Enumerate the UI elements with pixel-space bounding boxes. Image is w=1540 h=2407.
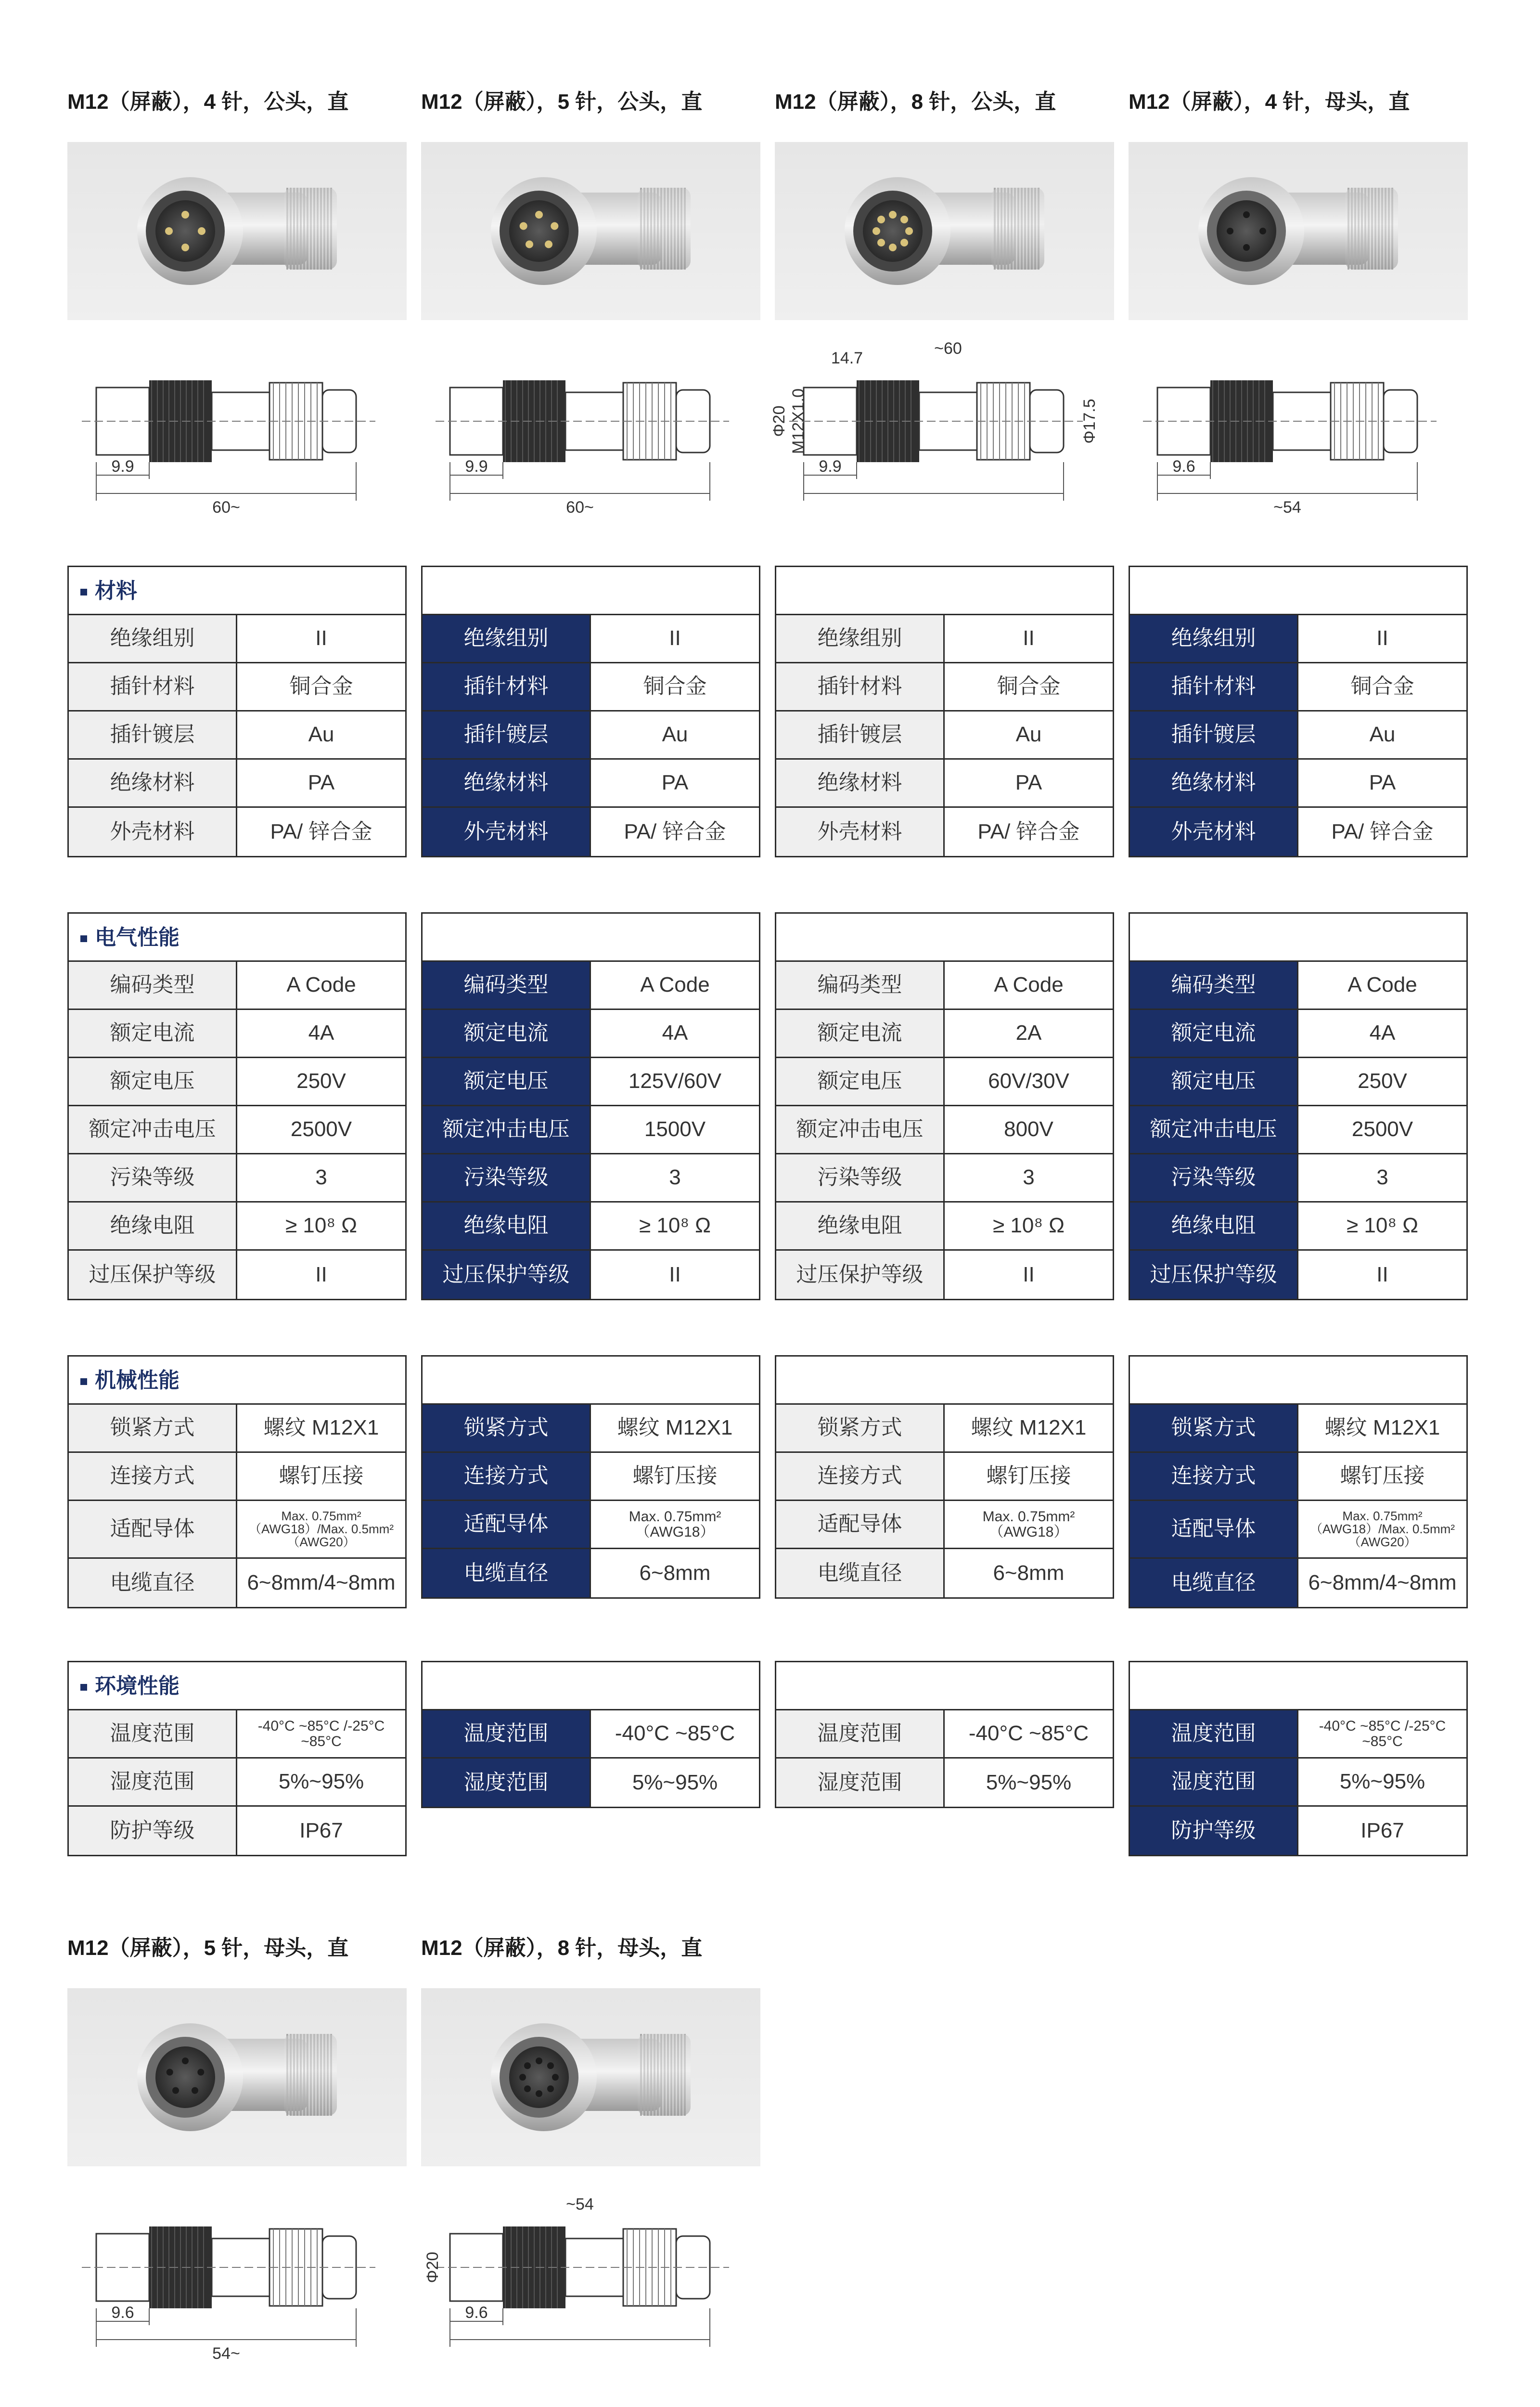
spec-label: 湿度范围 [69,1759,237,1805]
spec-row [776,1759,1113,1807]
spec-row [1130,1154,1466,1203]
spec-value: II [1376,626,1388,650]
spec-label: 绝缘电阻 [776,1203,945,1249]
spec-value: 螺纹 M12X1 [263,1416,379,1440]
spec-label: 适配导体 [69,1501,237,1557]
spec-value: Au [1369,723,1396,747]
spec-row [776,615,1113,663]
spec-value: 5%~95% [278,1770,364,1794]
spec-label: 温度范围 [423,1710,591,1757]
spec-label: 编码类型 [776,962,945,1009]
spec-row [1130,1251,1466,1299]
spec-value: II [315,1262,327,1286]
spec-label: 电缆直径 [776,1549,945,1597]
spec-label: 插针镀层 [776,712,945,758]
spec-row [1130,1405,1466,1453]
dimension-label: 9.9 [111,457,134,476]
product-title: M12（屏蔽），5 针，母头，直 [67,1936,349,1960]
connector-illustration [1129,142,1468,320]
spec-label: 绝缘材料 [423,760,591,806]
spec-row [776,1501,1113,1549]
spec-label: 编码类型 [1130,962,1298,1009]
drawing-panel [770,335,1114,527]
electrical-spec-table [1129,912,1468,1300]
spec-row [1130,1501,1466,1559]
spec-value: 螺钉压接 [1340,1464,1425,1488]
spec-label: 绝缘组别 [69,615,237,662]
spec-label: 连接方式 [1130,1453,1298,1500]
spec-label: 额定电压 [69,1058,237,1105]
spec-value: PA/ 锌合金 [270,819,372,843]
spec-value: 1500V [644,1117,706,1141]
spec-row [776,1010,1113,1058]
spec-value: A Code [1348,973,1417,997]
connector-illustration [67,1988,407,2166]
dimension-drawing [421,2181,760,2373]
spec-row [1130,1203,1466,1251]
spec-value: 3 [1376,1165,1388,1190]
spec-label: 过压保护等级 [69,1251,237,1299]
spec-row [1130,1710,1466,1759]
drawing-panel [1129,335,1468,527]
spec-label: 插针材料 [423,663,591,710]
spec-label: 插针镀层 [423,712,591,758]
spec-label: 绝缘组别 [1130,615,1298,662]
spec-label: 绝缘组别 [423,615,591,662]
spec-value: IP67 [1360,1818,1404,1842]
mechanical-spec-table [1129,1355,1468,1608]
spec-value: 5%~95% [632,1770,718,1794]
spec-row [1130,962,1466,1010]
spec-label: 额定电压 [423,1058,591,1105]
spec-row [776,1154,1113,1203]
spec-label: 插针镀层 [69,712,237,758]
spec-row [776,808,1113,856]
spec-label: 插针材料 [69,663,237,710]
spec-value: 铜合金 [289,674,353,699]
material-spec-table [775,566,1114,857]
spec-value: 800V [1004,1117,1053,1141]
spec-value: 125V/60V [628,1069,722,1093]
product-column [770,0,1114,2407]
spec-label: 绝缘组别 [776,615,945,662]
spec-value: 螺钉压接 [632,1464,718,1488]
connector-illustration [421,1988,760,2166]
spec-row [1130,1759,1466,1807]
spec-label: 绝缘材料 [69,760,237,806]
spec-label: 额定冲击电压 [1130,1106,1298,1153]
spec-row [776,1710,1113,1759]
spec-label: 外壳材料 [1130,808,1298,856]
spec-row [1130,1559,1466,1607]
spec-value: Max. 0.75mm²（AWG18） [629,1509,721,1540]
spec-value: 6~8mm [639,1561,711,1585]
spec-label: 防护等级 [69,1807,237,1855]
electrical-spec-table [775,912,1114,1300]
spec-row [776,1203,1113,1251]
spec-label: 锁紧方式 [776,1405,945,1451]
section-title: 材料 [95,579,137,603]
spec-label: 锁紧方式 [69,1405,237,1451]
spec-value: ≥ 10⁸ Ω [993,1214,1065,1238]
environment-spec-table [775,1661,1114,1808]
spec-label: 额定电压 [776,1058,945,1105]
spec-value: Au [1015,723,1042,747]
spec-value: Max. 0.75mm²（AWG18）/Max. 0.5mm²（AWG20） [1310,1508,1455,1550]
spec-label: 污染等级 [1130,1154,1298,1201]
spec-label: 绝缘材料 [1130,760,1298,806]
spec-value: 5%~95% [1339,1770,1425,1794]
spec-value: PA/ 锌合金 [977,819,1080,843]
spec-value: Max. 0.75mm²（AWG18）/Max. 0.5mm²（AWG20） [249,1508,394,1550]
spec-label: 额定电流 [423,1010,591,1057]
spec-value: 3 [1023,1165,1035,1190]
spec-value: 60V/30V [988,1069,1069,1093]
spec-label: 电缆直径 [69,1559,237,1607]
spec-label: 锁紧方式 [423,1405,591,1451]
spec-label: 锁紧方式 [1130,1405,1298,1451]
dimension-label: 60~ [212,498,240,517]
dimension-label: ~54 [566,2195,594,2213]
spec-row [1130,1010,1466,1058]
dimension-label: 9.9 [819,457,842,476]
product-photo [1129,142,1468,320]
dimension-label: 9.9 [465,457,488,476]
dimension-label: Φ20 [424,2252,442,2283]
spec-label: 温度范围 [69,1710,237,1757]
spec-label: 温度范围 [776,1710,945,1757]
spec-row [776,1549,1113,1597]
spec-label: 插针材料 [776,663,945,710]
spec-row [776,1106,1113,1154]
spec-label: 额定冲击电压 [69,1106,237,1153]
spec-label: 湿度范围 [423,1759,591,1807]
spec-label: 适配导体 [1130,1501,1298,1557]
spec-row [1130,1807,1466,1855]
spec-value: PA [1369,771,1396,795]
spec-value: 3 [669,1165,681,1190]
spec-row [776,663,1113,712]
dimension-drawing [67,2181,407,2373]
product-photo [67,1988,407,2166]
spec-value: 螺纹 M12X1 [971,1416,1087,1440]
spec-value: A Code [994,973,1064,997]
spec-label: 污染等级 [423,1154,591,1201]
spec-label: 编码类型 [423,962,591,1009]
spec-row [776,760,1113,808]
spec-row [1130,1453,1466,1501]
product-photo [775,142,1114,320]
spec-value: -40°C ~85°C [968,1721,1089,1746]
spec-label: 适配导体 [776,1501,945,1548]
product-column [67,0,407,2407]
product-column [421,0,760,2407]
spec-value: 4A [662,1021,688,1045]
spec-value: 2A [1015,1021,1042,1045]
dimension-label: 9.6 [111,2303,134,2322]
environment-section-header [1130,1662,1466,1710]
spec-label: 额定电流 [69,1010,237,1057]
material-spec-table [1129,566,1468,857]
product-title: M12（屏蔽），4 针，公头，直 [67,90,349,114]
spec-row [1130,760,1466,808]
spec-label: 湿度范围 [776,1759,945,1807]
spec-row [1130,615,1466,663]
section-title: 机械性能 [95,1369,180,1392]
spec-value: 4A [308,1021,334,1045]
spec-label: 适配导体 [423,1501,591,1548]
spec-value: 5%~95% [986,1770,1072,1794]
spec-label: 绝缘电阻 [1130,1203,1298,1249]
spec-value: ≥ 10⁸ Ω [639,1214,711,1238]
environment-spec-table [1129,1661,1468,1856]
spec-label: 编码类型 [69,962,237,1009]
mechanical-section-header [776,1357,1113,1405]
spec-value: 250V [296,1069,346,1093]
spec-label: 电缆直径 [1130,1559,1298,1607]
dimension-label: M12X1.0 [789,388,808,454]
spec-value: 2500V [290,1117,352,1141]
spec-label: 污染等级 [69,1154,237,1201]
dimension-drawing [1129,335,1468,527]
product-title: M12（屏蔽），4 针，母头，直 [1129,90,1410,114]
spec-label: 过压保护等级 [776,1251,945,1299]
dimension-label: 9.6 [1172,457,1195,476]
spec-row [776,1405,1113,1453]
spec-value: PA [308,771,335,795]
spec-value: 铜合金 [1350,674,1414,699]
spec-value: 6~8mm/4~8mm [247,1570,396,1594]
spec-label: 连接方式 [69,1453,237,1500]
spec-value: IP67 [299,1818,343,1842]
spec-row [776,962,1113,1010]
spec-row [1130,1106,1466,1154]
spec-value: II [1023,626,1035,650]
spec-value: 250V [1358,1069,1407,1093]
spec-row [776,1251,1113,1299]
spec-value: 6~8mm/4~8mm [1308,1570,1457,1594]
spec-label: 绝缘材料 [776,760,945,806]
spec-value: 6~8mm [993,1561,1065,1585]
dimension-label: 60~ [566,498,594,517]
dimension-label: Φ20 [770,405,788,437]
spec-value: 螺钉压接 [986,1464,1071,1488]
spec-label: 绝缘电阻 [69,1203,237,1249]
spec-label: 额定电流 [1130,1010,1298,1057]
dimension-label: ~60 [934,339,962,358]
spec-value: 2500V [1351,1117,1413,1141]
spec-label: 额定冲击电压 [776,1106,945,1153]
spec-label: 连接方式 [776,1453,945,1500]
spec-label: 额定电压 [1130,1058,1298,1105]
spec-value: ≥ 10⁸ Ω [1347,1214,1418,1238]
mechanical-section-header [1130,1357,1466,1405]
spec-label: 额定电流 [776,1010,945,1057]
spec-value: -40°C ~85°C [615,1721,735,1746]
material-section-header [776,567,1113,615]
product-title: M12（屏蔽），5 针，公头，直 [421,90,703,114]
spec-value: ≥ 10⁸ Ω [285,1214,357,1238]
spec-value: 螺钉压接 [279,1464,364,1488]
electrical-section-header [1130,914,1466,962]
spec-value: 铜合金 [643,674,707,699]
dimension-label: 14.7 [831,349,863,367]
spec-row [776,712,1113,760]
spec-row [776,1453,1113,1501]
spec-value: II [1376,1262,1388,1286]
spec-value: A Code [640,973,710,997]
spec-value: II [669,626,681,650]
mechanical-spec-table [775,1355,1114,1599]
spec-value: PA/ 锌合金 [1331,819,1434,843]
connector-illustration [775,142,1114,320]
spec-label: 外壳材料 [776,808,945,856]
spec-value: A Code [286,973,356,997]
spec-label: 外壳材料 [423,808,591,856]
dimension-label: 54~ [212,2344,240,2363]
material-section-header [1130,567,1466,615]
spec-label: 防护等级 [1130,1807,1298,1855]
dimension-drawing [770,335,1114,527]
product-title: M12（屏蔽），8 针，公头，直 [775,90,1056,114]
dimension-label: Φ17.5 [1080,399,1099,444]
spec-label: 过压保护等级 [1130,1251,1298,1299]
spec-value: II [669,1262,681,1286]
spec-value: Max. 0.75mm²（AWG18） [982,1509,1075,1540]
electrical-section-header [776,914,1113,962]
spec-label: 绝缘电阻 [423,1203,591,1249]
spec-label: 连接方式 [423,1453,591,1500]
spec-value: -40°C ~85°C /-25°C ~85°C [1319,1718,1446,1749]
spec-value: PA [661,771,689,795]
spec-value: II [1023,1262,1035,1286]
spec-value: 螺纹 M12X1 [1324,1416,1440,1440]
spec-row [1130,1058,1466,1106]
spec-label: 过压保护等级 [423,1251,591,1299]
section-title: 环境性能 [95,1674,180,1698]
spec-row [1130,808,1466,856]
section-title: 电气性能 [95,926,180,949]
spec-value: II [315,626,327,650]
spec-label: 额定冲击电压 [423,1106,591,1153]
spec-label: 污染等级 [776,1154,945,1201]
spec-label: 湿度范围 [1130,1759,1298,1805]
spec-value: 铜合金 [997,674,1061,699]
spec-row [776,1058,1113,1106]
spec-value: Au [308,723,334,747]
spec-label: 插针镀层 [1130,712,1298,758]
spec-value: 4A [1369,1021,1396,1045]
spec-label: 温度范围 [1130,1710,1298,1757]
spec-label: 插针材料 [1130,663,1298,710]
product-photo [421,1988,760,2166]
dimension-label: ~54 [1273,498,1301,517]
spec-row [1130,712,1466,760]
spec-label: 电缆直径 [423,1549,591,1597]
spec-value: 螺纹 M12X1 [617,1416,733,1440]
spec-value: PA [1015,771,1042,795]
drawing-panel [421,2181,760,2373]
product-column [1129,0,1468,2407]
spec-value: -40°C ~85°C /-25°C ~85°C [257,1718,385,1749]
drawing-panel [67,2181,407,2373]
spec-value: Au [662,723,688,747]
spec-value: 3 [315,1165,327,1190]
spec-label: 外壳材料 [69,808,237,856]
dimension-label: 9.6 [465,2303,488,2322]
spec-value: PA/ 锌合金 [624,819,726,843]
product-title: M12（屏蔽），8 针，母头，直 [421,1936,703,1960]
spec-row [1130,663,1466,712]
environment-section-header [776,1662,1113,1710]
